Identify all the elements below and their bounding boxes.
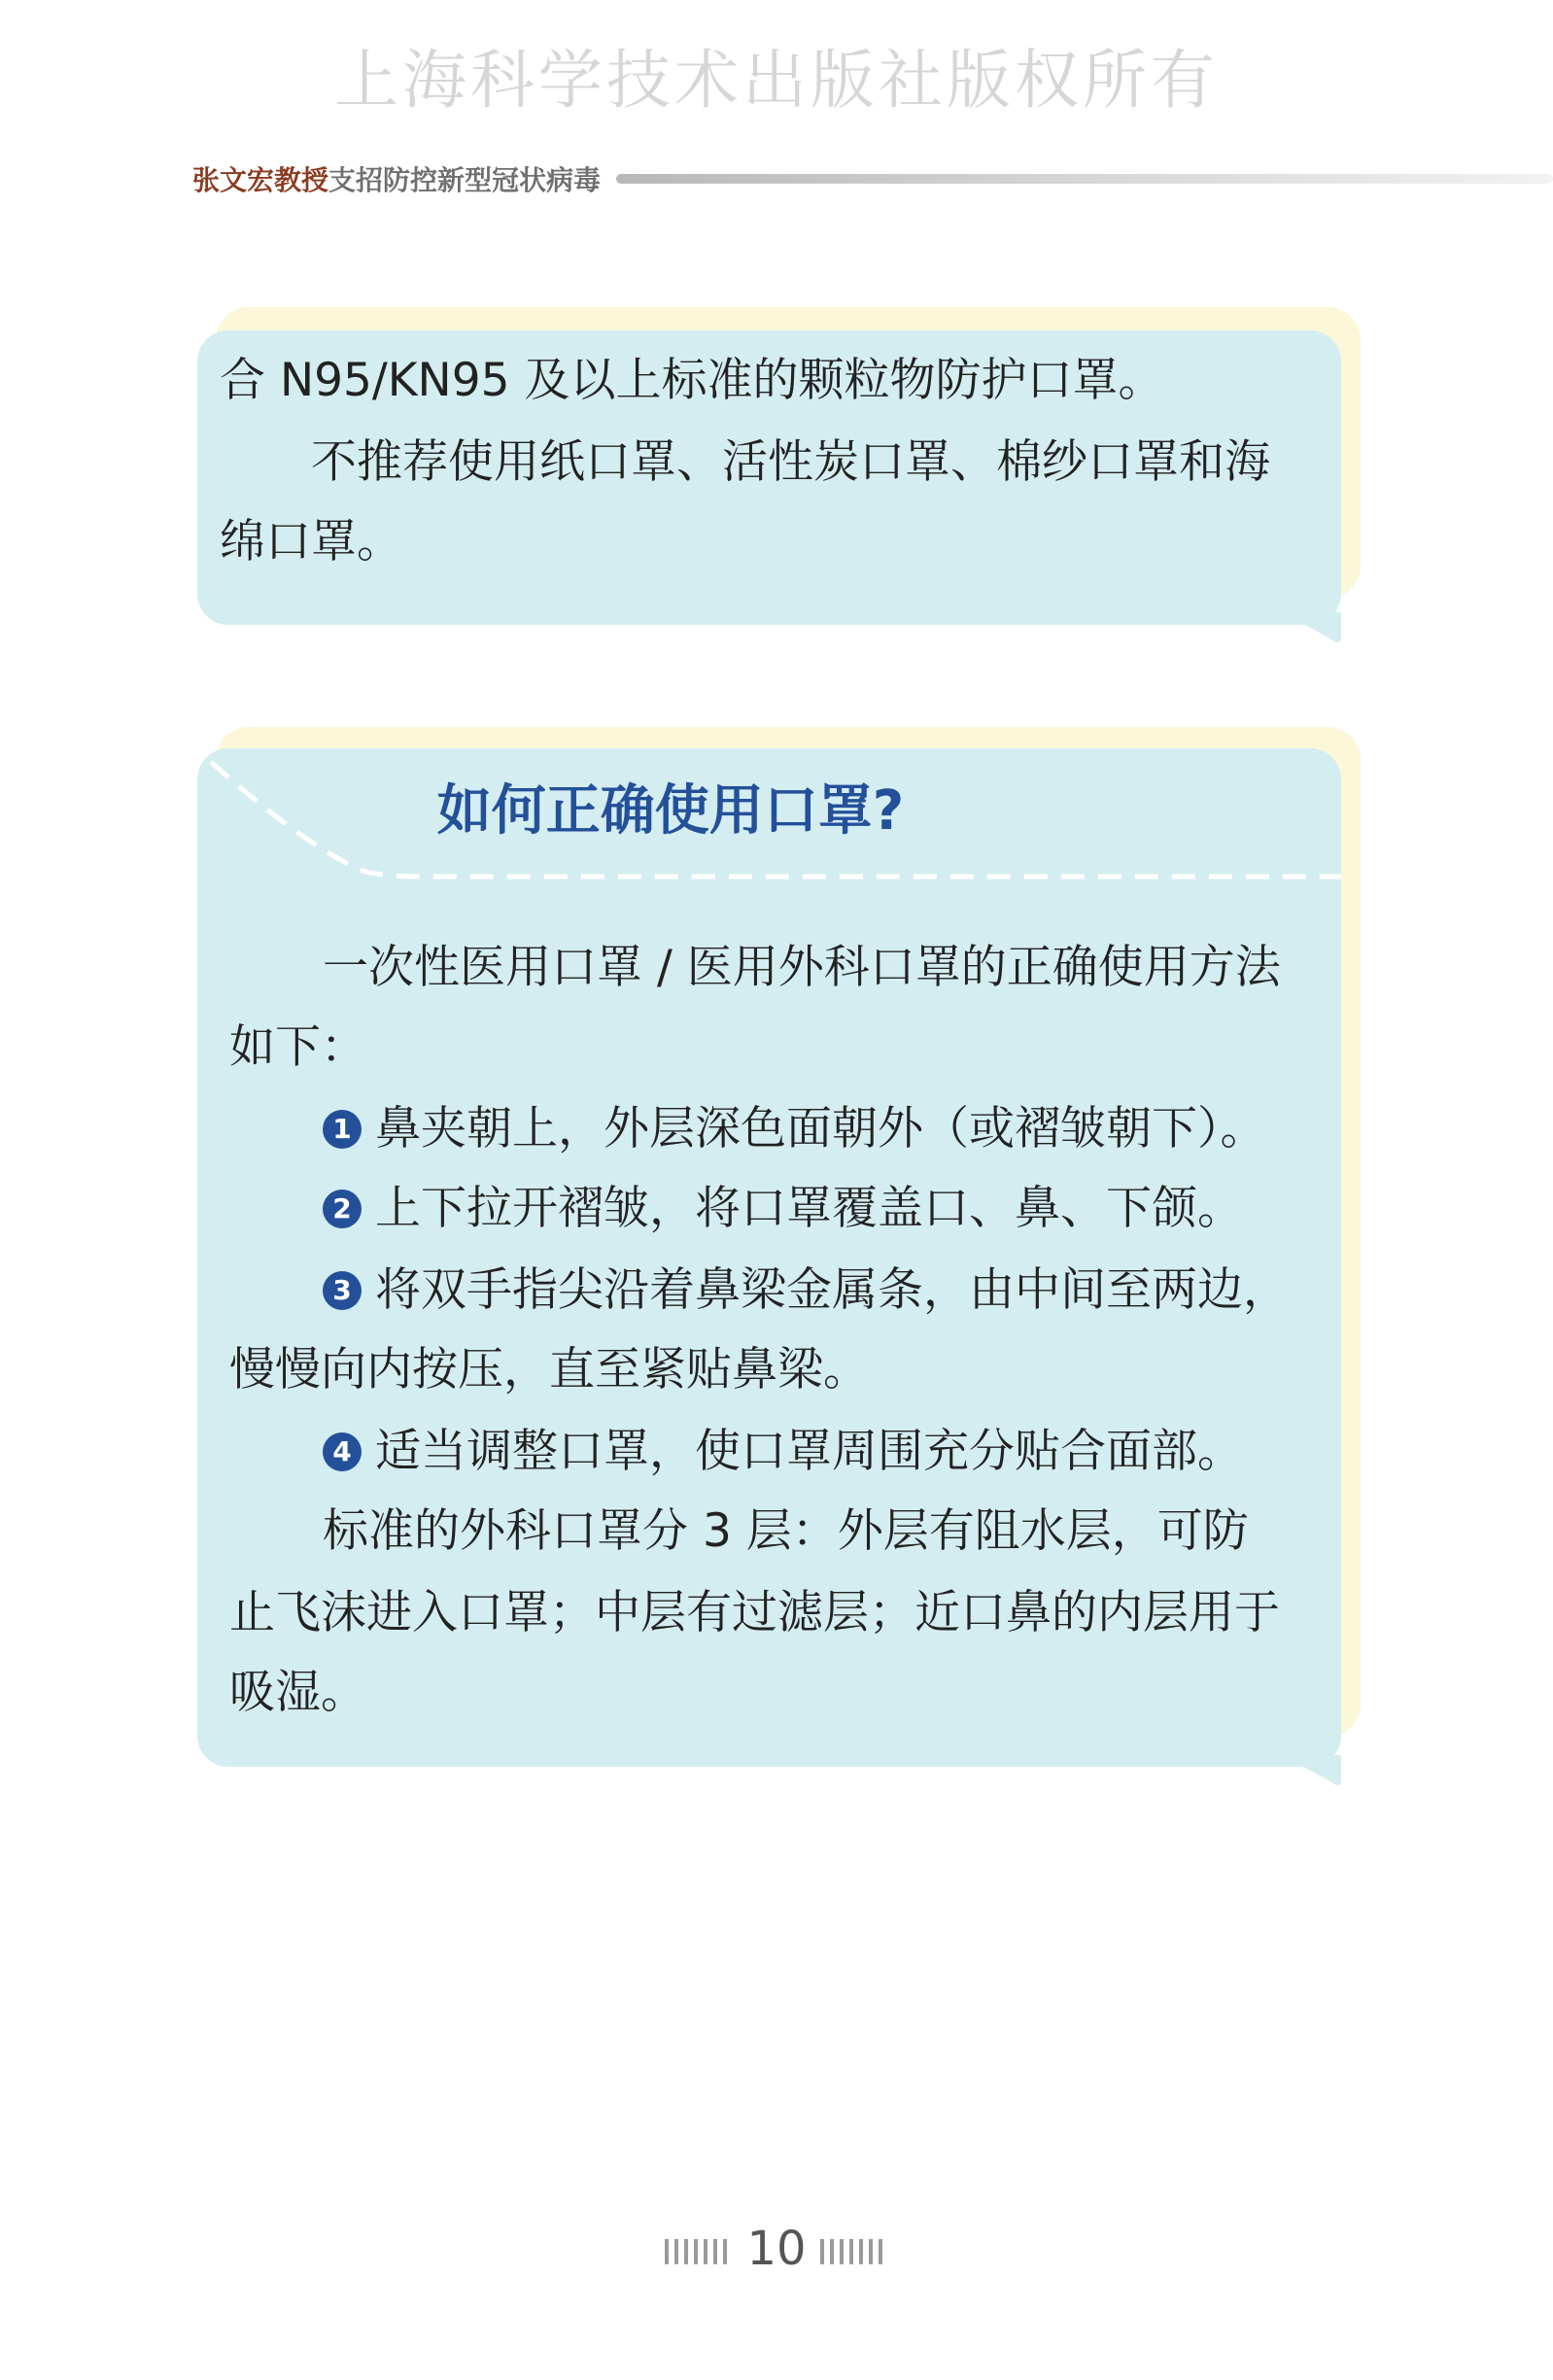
step-3 [323, 1250, 1289, 1331]
page-number-ornament-right [820, 2239, 888, 2264]
card2-outro-line-2: 止飞沫进入口罩；中层有过滤层；近口鼻的内层用于 [229, 1586, 1280, 1639]
step-number-badge: 1 [323, 1110, 362, 1149]
card2-tail [1283, 1755, 1341, 1786]
header-author: 张文宏教授 [192, 164, 329, 196]
copyright-watermark: 上海科学技术出版社版权所有 [334, 43, 1219, 118]
page-number-ornament-left [665, 2239, 733, 2264]
step-4 [323, 1411, 1243, 1493]
step-3-text-line-2: 慢慢向内按压，直至紧贴鼻梁。 [229, 1343, 869, 1397]
card1-line-1: 合 N95/KN95 及以上标准的颗粒物防护口罩。 [220, 354, 1164, 407]
step-2-text: 上下拉开褶皱，将口罩覆盖口、鼻、下颌。 [375, 1182, 1243, 1235]
step-number-badge: 4 [323, 1432, 362, 1471]
card2-outro-line-3: 吸湿。 [229, 1666, 366, 1719]
step-number-badge: 2 [323, 1190, 362, 1228]
page-number [0, 2218, 1553, 2280]
step-4-text: 适当调整口罩，使口罩周围充分贴合面部。 [375, 1425, 1243, 1478]
card1-line-2: 不推荐使用纸口罩、活性炭口罩、棉纱口罩和海 [311, 435, 1270, 489]
page-number-value: 10 [746, 2222, 807, 2276]
card2-title: 如何正确使用口罩? [436, 779, 905, 843]
step-1-text: 鼻夹朝上，外层深色面朝外（或褶皱朝下）。 [375, 1102, 1266, 1156]
header-book-title: 支招防控新型冠状病毒 [328, 164, 602, 196]
running-header [192, 159, 1553, 198]
card2-intro-line-2: 如下： [229, 1020, 366, 1074]
card2-intro-line-1: 一次性医用口罩 / 医用外科口罩的正确使用方法 [323, 941, 1281, 994]
step-number-badge: 3 [323, 1271, 362, 1310]
step-2 [323, 1168, 1243, 1250]
header-rule [616, 174, 1553, 184]
step-1 [323, 1088, 1266, 1170]
step-3-text-line-1: 将双手指尖沿着鼻梁金属条，由中间至两边， [375, 1263, 1289, 1317]
card1-line-3: 绵口罩。 [220, 515, 402, 569]
card2-outro-line-1: 标准的外科口罩分 3 层：外层有阻水层，可防 [323, 1504, 1249, 1558]
card1-tail [1283, 612, 1341, 643]
